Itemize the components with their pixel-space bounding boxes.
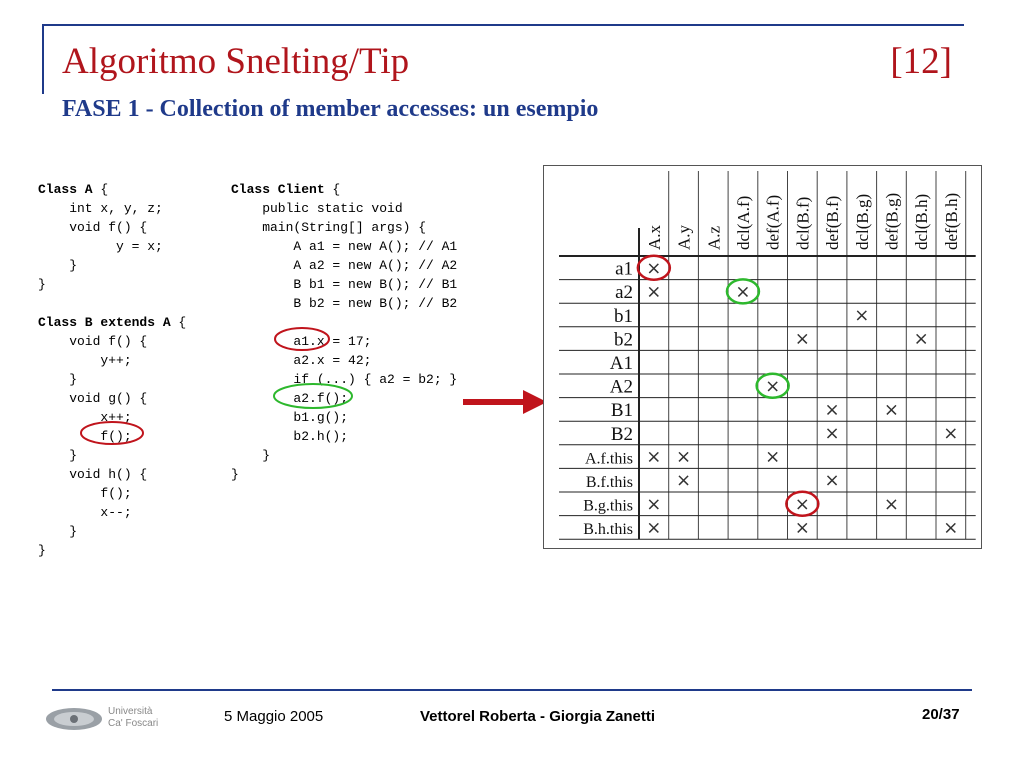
- code-text: x++;: [38, 410, 132, 425]
- code-line: [231, 465, 457, 484]
- code-line: [38, 465, 186, 484]
- code-text: b2.h();: [231, 429, 349, 444]
- code-line: [38, 218, 186, 237]
- code-line: [38, 256, 186, 275]
- matrix-row-label: a2: [615, 282, 633, 304]
- university-name: [108, 706, 158, 730]
- code-line: [38, 313, 186, 332]
- code-line: [38, 351, 186, 370]
- matrix-access-mark: ×: [883, 493, 899, 515]
- university-line-2: Ca' Foscari: [108, 718, 159, 729]
- code-line: [38, 408, 186, 427]
- matrix-access-mark: ×: [883, 399, 899, 421]
- code-text: {: [92, 182, 109, 197]
- code-text: a2.f();: [231, 391, 349, 406]
- code-line: [38, 522, 186, 541]
- footer-authors: Vettorel Roberta - Giorgia Zanetti: [420, 708, 656, 725]
- code-text: if (...) { a2 = b2; }: [231, 372, 458, 387]
- matrix-column-header: dcl(B.h): [912, 193, 932, 250]
- matrix-access-mark: ×: [646, 257, 662, 279]
- matrix-column-header: dcl(A.f): [733, 195, 753, 250]
- code-text: y = x;: [38, 239, 163, 254]
- matrix-column-header: A.y: [674, 224, 694, 250]
- matrix-column-header: A.z: [704, 225, 724, 250]
- matrix-access-mark: ×: [765, 375, 781, 397]
- header-rule-top: [42, 24, 964, 26]
- code-text: B b1 = new B(); // B1: [231, 277, 458, 292]
- code-text: }: [38, 372, 78, 387]
- matrix-access-mark: ×: [676, 446, 692, 468]
- code-line: [38, 446, 186, 465]
- code-text: }: [38, 258, 78, 273]
- code-line: [231, 180, 457, 199]
- matrix-row-label: B.g.this: [583, 497, 633, 515]
- code-keyword: Class Client: [231, 182, 325, 197]
- matrix-access-mark: ×: [646, 281, 662, 303]
- matrix-access-mark: ×: [794, 493, 810, 515]
- matrix-access-mark: ×: [943, 423, 959, 444]
- matrix-column-header: def(B.g): [882, 192, 902, 250]
- matrix-row-label: B2: [610, 423, 633, 445]
- matrix-row-label: b1: [614, 305, 633, 327]
- code-line: [231, 389, 457, 408]
- matrix-column-header: dcl(B.g): [852, 193, 872, 250]
- university-line-1: Università: [108, 706, 153, 717]
- code-line: [231, 218, 457, 237]
- code-line: [38, 237, 186, 256]
- matrix-access-mark: ×: [943, 517, 959, 539]
- code-line: [231, 294, 457, 313]
- code-text: void h() {: [38, 467, 148, 482]
- code-text: A a2 = new A(); // A2: [231, 258, 458, 273]
- code-text: }: [38, 524, 78, 539]
- code-text: B b2 = new B(); // B2: [231, 296, 458, 311]
- code-line: [231, 275, 457, 294]
- matrix-access-mark: ×: [794, 517, 810, 539]
- matrix-row-label: A.f.this: [585, 450, 633, 468]
- code-line: [231, 313, 457, 332]
- matrix-row-label: B1: [610, 400, 633, 422]
- code-line: [38, 180, 186, 199]
- code-keyword: Class A: [38, 182, 93, 197]
- code-line: [231, 408, 457, 427]
- code-text: {: [324, 182, 341, 197]
- matrix-access-mark: ×: [646, 446, 662, 468]
- header-rule-left: [42, 24, 44, 94]
- code-line: [38, 427, 186, 446]
- matrix-access-mark: ×: [646, 493, 662, 515]
- code-line: [231, 332, 457, 351]
- matrix-access-mark: ×: [765, 446, 781, 468]
- code-line: [38, 484, 186, 503]
- code-text: A a1 = new A(); // A1: [231, 239, 458, 254]
- code-text: y++;: [38, 353, 132, 368]
- code-text: void f() {: [38, 220, 148, 235]
- matrix-access-mark: ×: [824, 399, 840, 421]
- footer-rule: [52, 689, 972, 691]
- matrix-access-mark: ×: [854, 305, 870, 326]
- matrix-access-mark: ×: [794, 328, 810, 350]
- footer-date: 5 Maggio 2005: [224, 708, 324, 725]
- page-number: 20/37: [922, 706, 960, 723]
- code-line: [231, 351, 457, 370]
- code-line: [231, 256, 457, 275]
- code-line: [231, 199, 457, 218]
- code-text: void g() {: [38, 391, 148, 406]
- matrix-column-header: def(A.f): [763, 194, 783, 250]
- code-line: [231, 237, 457, 256]
- code-text: }: [38, 448, 78, 463]
- code-text: public static void: [231, 201, 403, 216]
- matrix-access-mark: ×: [824, 423, 840, 444]
- slide-reference: [12]: [890, 41, 952, 82]
- code-text: }: [231, 467, 239, 482]
- code-text: void f() {: [38, 334, 148, 349]
- university-seal-logo: [44, 706, 104, 732]
- code-text: f();: [38, 486, 132, 501]
- matrix-access-mark: ×: [824, 470, 840, 492]
- matrix-row-label: B.f.this: [585, 474, 633, 491]
- code-block-classes: [38, 180, 186, 560]
- matrix-column-header: A.x: [644, 224, 664, 250]
- matrix-row-label: b2: [614, 329, 633, 351]
- matrix-access-mark: ×: [913, 328, 929, 350]
- code-text: }: [38, 543, 46, 558]
- code-line: [38, 275, 186, 294]
- matrix-row-label: A1: [609, 353, 633, 374]
- matrix-access-mark: ×: [735, 281, 751, 303]
- code-text: }: [38, 277, 46, 292]
- matrix-row-label: A2: [609, 376, 633, 398]
- matrix-column-header: def(B.h): [941, 192, 961, 250]
- matrix-access-mark: ×: [646, 517, 662, 539]
- code-line: [38, 370, 186, 389]
- slide-subtitle: FASE 1 - Collection of member accesses: un esempio: [62, 96, 599, 122]
- code-line: [231, 370, 457, 389]
- code-line: [38, 294, 186, 313]
- code-line: [38, 503, 186, 522]
- code-text: b1.g();: [231, 410, 349, 425]
- matrix-column-header: def(B.f): [823, 195, 843, 250]
- code-text: }: [231, 448, 271, 463]
- matrix-row-label: a1: [615, 258, 633, 280]
- code-text: a2.x = 42;: [231, 353, 372, 368]
- code-block-client: [231, 180, 457, 484]
- code-text: int x, y, z;: [38, 201, 163, 216]
- code-text: a1.x = 17;: [231, 334, 372, 349]
- access-matrix: [543, 165, 982, 549]
- arrow-icon: [463, 390, 547, 414]
- code-line: [38, 199, 186, 218]
- code-line: [231, 446, 457, 465]
- code-keyword: Class B extends A: [38, 315, 171, 330]
- code-text: x--;: [38, 505, 132, 520]
- code-line: [231, 427, 457, 446]
- code-text: {: [170, 315, 187, 330]
- code-line: [38, 389, 186, 408]
- slide-title: Algoritmo Snelting/Tip: [62, 41, 410, 82]
- matrix-column-header: dcl(B.f): [793, 196, 813, 250]
- matrix-access-mark: ×: [676, 470, 692, 492]
- code-text: f();: [38, 429, 132, 444]
- code-line: [38, 541, 186, 560]
- code-line: [38, 332, 186, 351]
- code-text: main(String[] args) {: [231, 220, 427, 235]
- matrix-row-label: B.h.this: [583, 521, 633, 539]
